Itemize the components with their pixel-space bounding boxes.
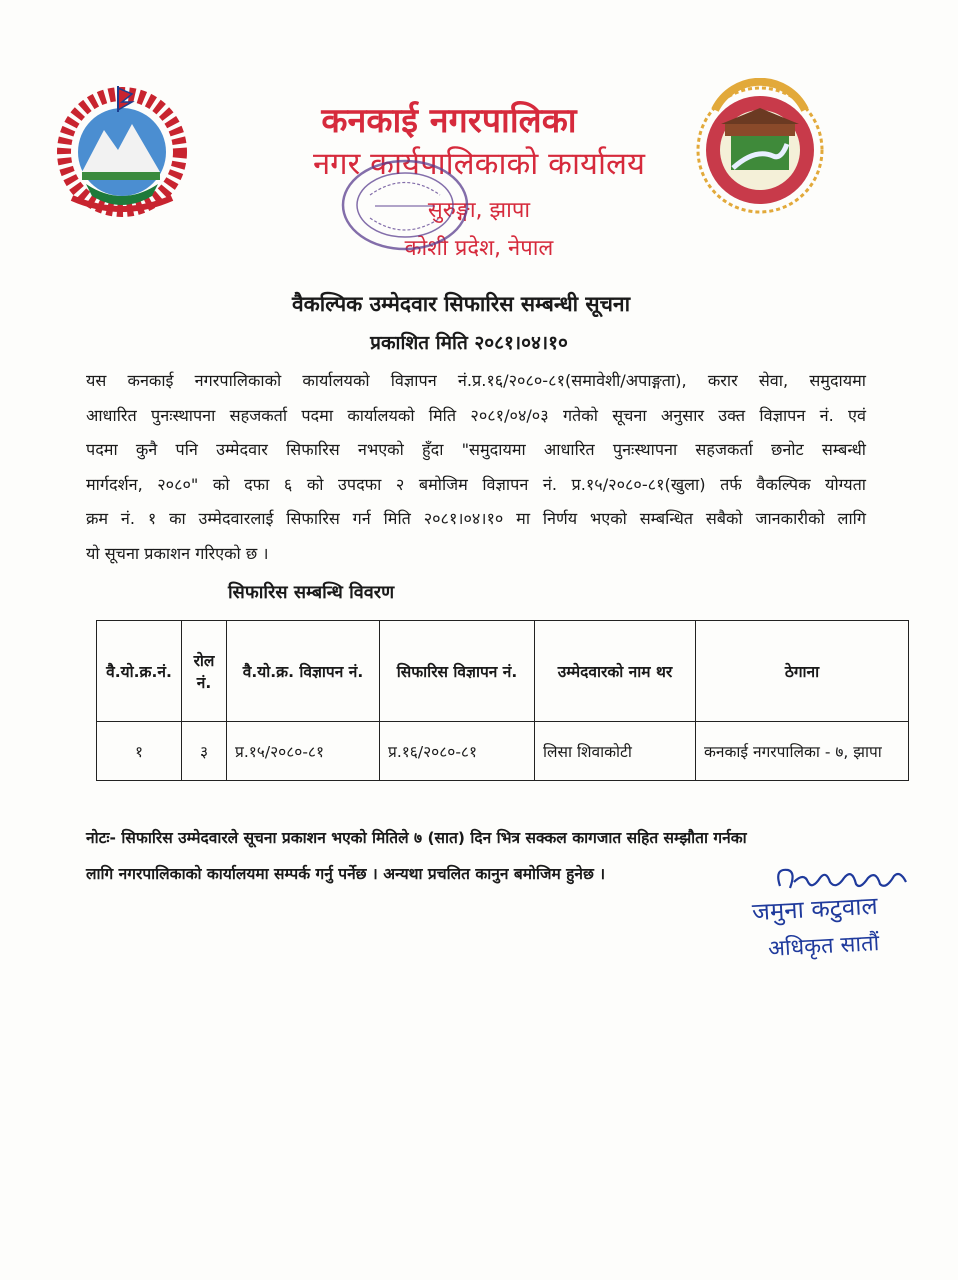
office-stamp-icon (330, 150, 480, 260)
address-line-2: कोशी प्रदेश, नेपाल (404, 236, 554, 261)
body-line: यो सूचना प्रकाशन गरिएको छ । (86, 543, 269, 563)
col-header-alt-serial: वै.यो.क्र.नं. (97, 621, 182, 722)
signer-name: जमुना कटुवाल (751, 891, 879, 927)
signer-title: अधिकृत सातौं (767, 931, 880, 962)
table-row (97, 722, 909, 781)
body-line: मार्गदर्शन, २०८०" को दफा ६ को उपदफा २ बमोजिम विज्ञापन नं. प्र.१५/२०८०-८१(खुला) तर्फ वैकल्पिक योग्यता (86, 474, 866, 494)
cell-roll-no: ३ (182, 722, 227, 781)
body-line: आधारित पुनःस्थापना सहजकर्ता पदमा कार्यालयको मिति २०८१/०४/०३ गतेको सूचना अनुसार उक्त विज्ञापन नं. एवं (86, 405, 866, 425)
cell-alt-serial: १ (97, 722, 182, 781)
notice-body (86, 364, 866, 571)
note-line: नोटः- सिफारिस उम्मेदवारले सूचना प्रकाशन भएको मितिले ७ (सात) दिन भित्र सक्कल कागजात सहित सम्झौता गर्नका (86, 829, 747, 847)
recommendation-table (96, 620, 909, 781)
note (86, 820, 876, 892)
municipality-name: कनकाई नगरपालिका (321, 101, 577, 141)
address-line-1: सुरुङ्गा, झापा (427, 198, 531, 223)
note-line: लागि नगरपालिकाको कार्यालयमा सम्पर्क गर्नु पर्नेछ । अन्यथा प्रचलित कानुन बमोजिम हुनेछ । (86, 865, 606, 883)
cell-rec-ad-no: प्र.१६/२०८०-८१ (380, 722, 535, 781)
col-header-address: ठेगाना (696, 621, 909, 722)
cell-address: कनकाई नगरपालिका - ७, झापा (696, 722, 909, 781)
col-header-alt-ad-no: वै.यो.क्र. विज्ञापन नं. (227, 621, 380, 722)
cell-alt-ad-no: प्र.१५/२०८०-८१ (227, 722, 380, 781)
col-header-candidate-name: उम्मेदवारको नाम थर (535, 621, 696, 722)
table-heading: सिफारिस सम्बन्धि विवरण (228, 582, 395, 603)
col-header-rec-ad-no: सिफारिस विज्ञापन नं. (380, 621, 535, 722)
body-line: पदमा कुनै पनि उम्मेदवार सिफारिस नभएको हुँदा "समुदायमा आधारित पुनःस्थापना सहजकर्ता छनोट सम्बन्धी (86, 440, 866, 459)
table-header-row (97, 621, 909, 722)
municipality-logo-icon (685, 78, 835, 218)
publish-date: प्रकाशित मिति २०८१।०४।१० (370, 332, 568, 354)
col-header-roll-no: रोल नं. (182, 621, 227, 722)
body-line: क्रम नं. १ का उम्मेदवारलाई सिफारिस गर्न मिति २०८१।०४।१० मा निर्णय भएको सम्बन्धित सबैको जानकारीको लागि (86, 509, 866, 528)
notice-title: वैकल्पिक उम्मेदवार सिफारिस सम्बन्धी सूचना (291, 292, 631, 316)
office-name: नगर कार्यपालिकाको कार्यालय (312, 146, 646, 182)
cell-candidate-name: लिसा शिवाकोटी (535, 722, 696, 781)
body-line: यस कनकाई नगरपालिकाको कार्यालयको विज्ञापन नं.प्र.१६/२०८०-८१(समावेशी/अपाङ्गता), करार सेवा, समुदायमा (86, 371, 866, 390)
